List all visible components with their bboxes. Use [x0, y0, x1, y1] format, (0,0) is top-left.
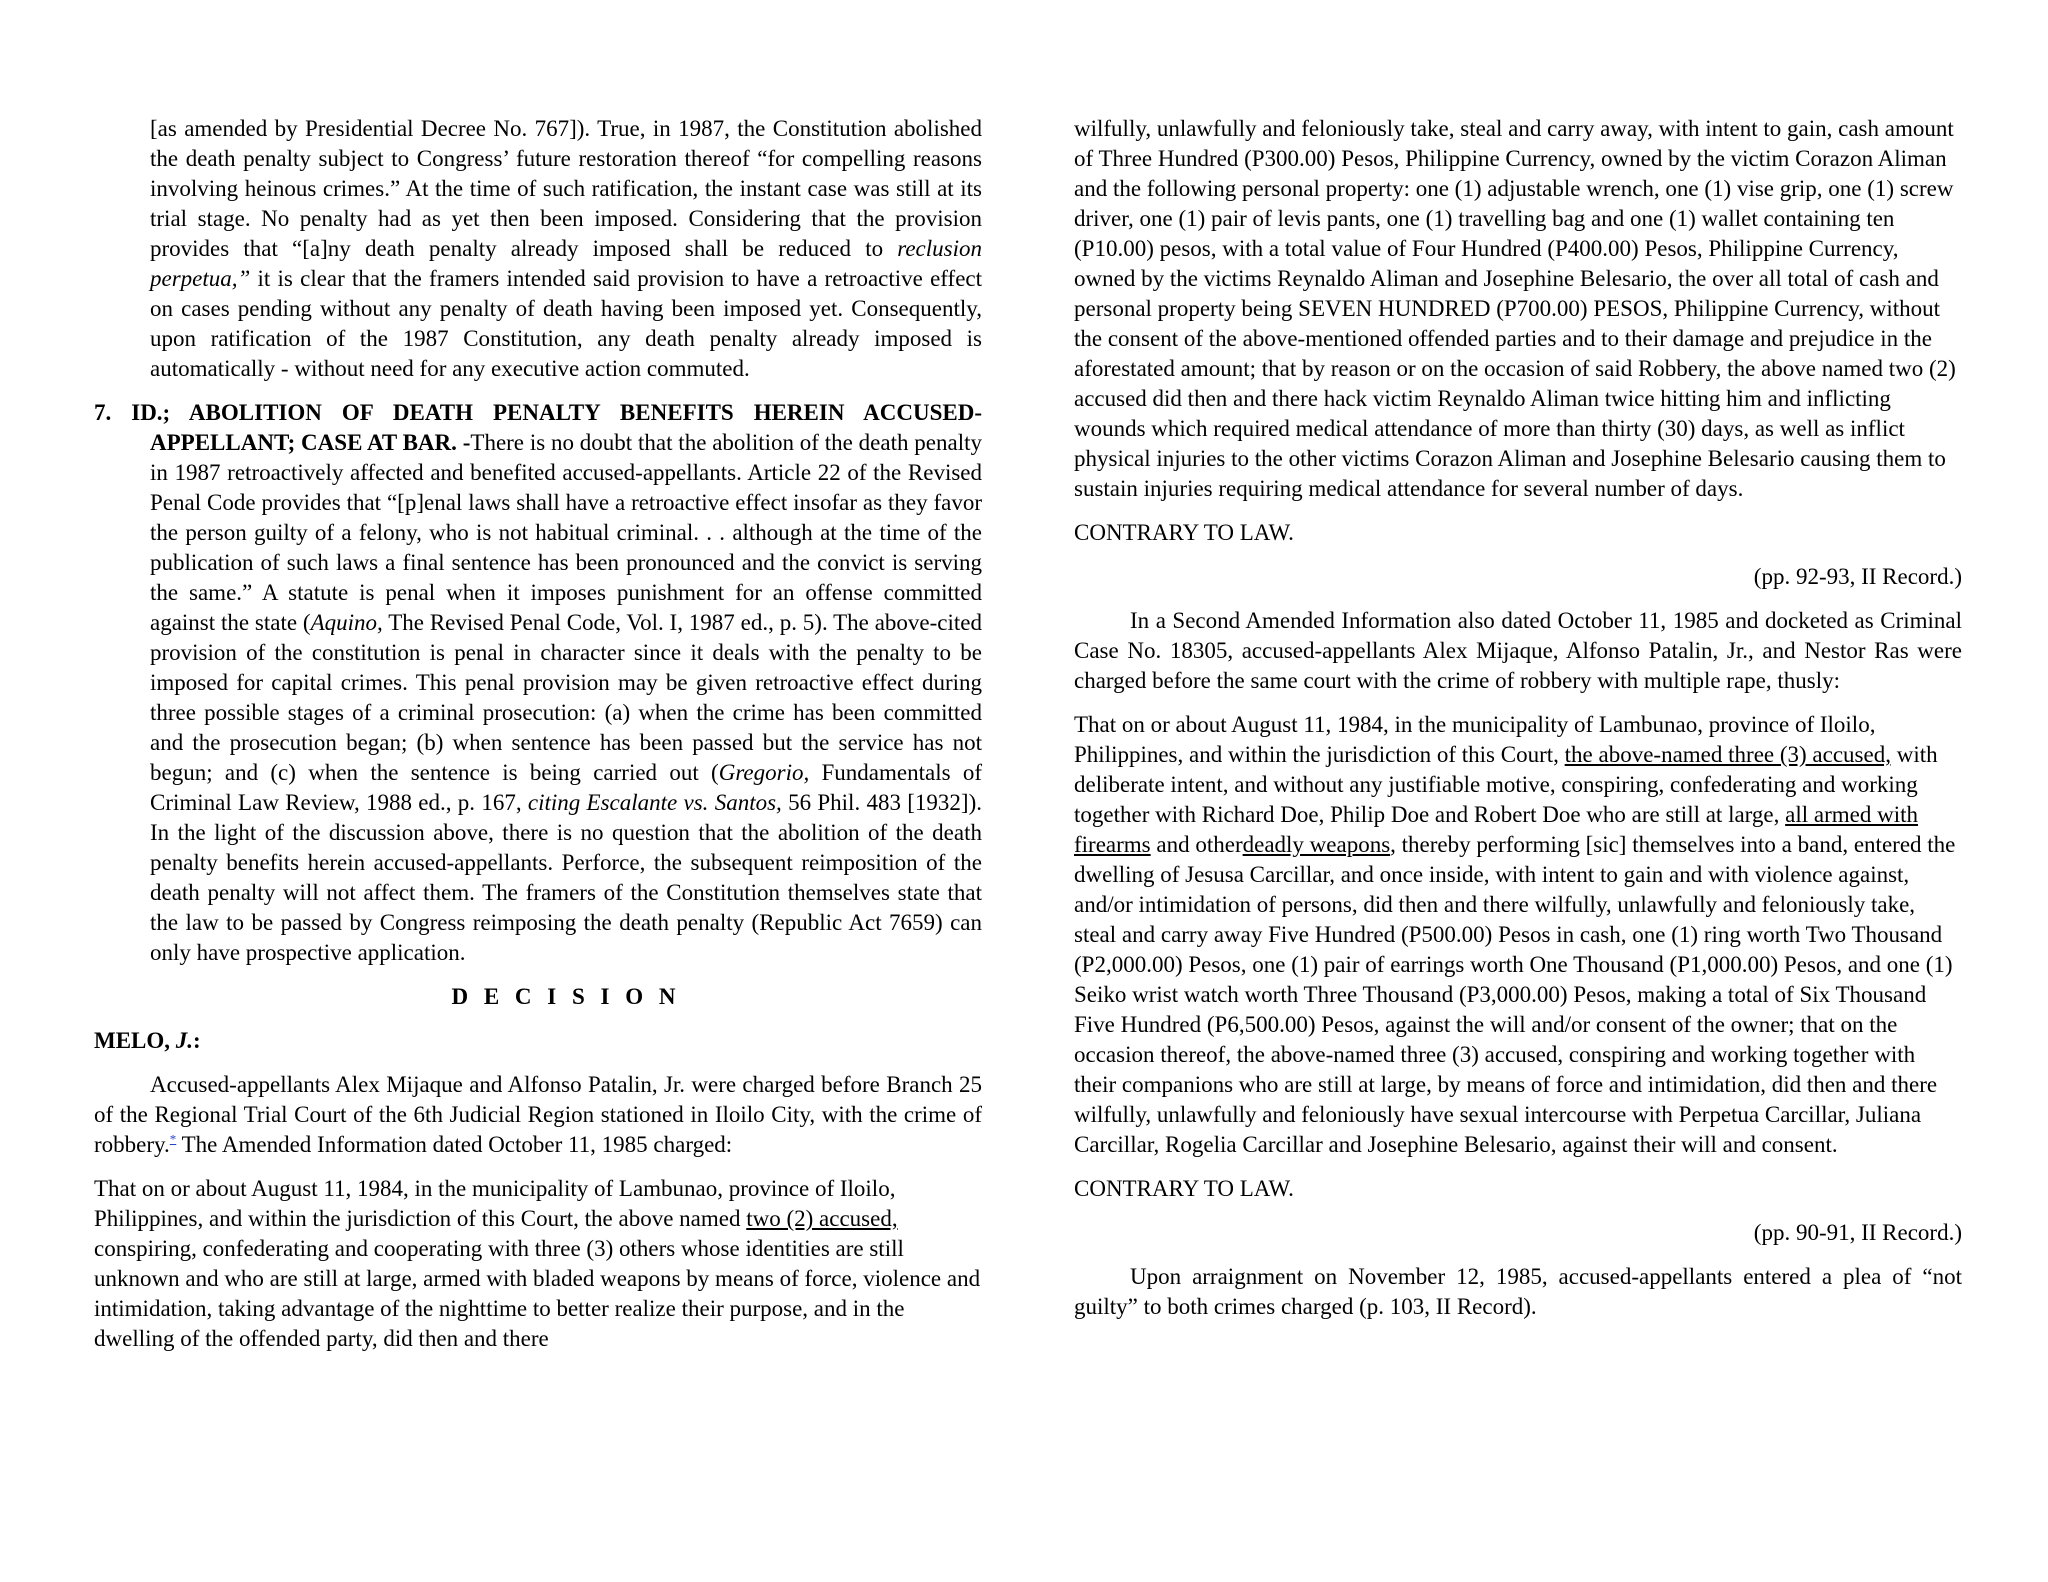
text-run: Accused-appellants Alex Mijaque and Alfonso Patalin, Jr. were charged before Branch 25 of the Regional Trial Court of the 6th Judicial Region stationed in Iloilo City, with the crime of robbery.	[94, 1072, 982, 1157]
body-paragraph: Upon arraignment on November 12, 1985, accused-appellants entered a plea of “not guilty” to both crimes charged (p. 103, II Record).	[1074, 1264, 1962, 1319]
text-run: The Amended Information dated October 11, 1985 charged:	[176, 1132, 733, 1157]
underlined-text: all armed with firearms	[1074, 802, 1918, 857]
headnote-7	[94, 398, 982, 968]
text-run: it is clear that the framers intended said provision to have a retroactive effect on cases pending without any penalty of death having been imposed yet. Consequently, upon ratification of the 1987 Constitution, any death penalty already imposed is automatically - without need for any executive action commuted.	[150, 266, 982, 381]
italic-text: reclusion perpetua,”	[150, 236, 982, 291]
ponente	[94, 1026, 982, 1056]
underlined-text: the above-named three (3) accused,	[1564, 742, 1891, 767]
underlined-text: two (2) accused,	[746, 1206, 898, 1231]
italic-text: citing Escalante vs. Santos,	[527, 790, 782, 815]
footnote-link[interactable]: *	[169, 1131, 177, 1147]
headnote-heading: 7. ID.; ABOLITION OF DEATH PENALTY BENEFITS HEREIN ACCUSED-APPELLANT; CASE AT BAR. -	[94, 400, 982, 455]
ponente-name: MELO,	[94, 1028, 176, 1053]
text-run: There is no doubt that the abolition of the death penalty in 1987 retroactively affected and benefited accused-appellants. Article 22 of the Revised Penal Code provides that “[p]enal laws shall have a retroactive effect insofar as they favor the person guilty of a felony, who is not habitual criminal. . . although at the time of the publication of such laws a final sentence has been pronounced and the convict is serving the same.” A statute is penal when it imposes punishment for an offense committed against the state (	[150, 430, 983, 635]
body-paragraph: In a Second Amended Information also dated October 11, 1985 and docketed as Criminal Case No. 18305, accused-appellants Alex Mijaque, Alfonso Patalin, Jr., and Nestor Ras were charged before the same court with the crime of robbery with multiple rape, thusly:	[1074, 608, 1962, 693]
ponente-title: J.	[175, 1028, 194, 1053]
italic-text: Aquino,	[310, 610, 383, 635]
text-run: and other	[1150, 832, 1243, 857]
text-run: 56 Phil. 483 [1932]). In the light of the discussion above, there is no question that the abolition of the death penalty benefits herein accused-appellants. Perforce, the subsequent reimposition of the death penalty will not affect them. The framers of the Constitution themselves state that the law to be passed by Congress reimposing the death penalty (Republic Act 7659) can only have prospective application.	[150, 790, 982, 965]
ponente-colon: :	[193, 1028, 201, 1053]
text-run: That on or about August 11, 1984, in the municipality of Lambunao, province of Iloilo, Philippines, and within the jurisdiction of this Court,	[1074, 712, 1876, 767]
text-run: Fundamentals of Criminal Law Review, 1988 ed., p. 167,	[150, 760, 983, 815]
decision-heading: D E C I S I O N	[451, 984, 681, 1009]
text-run: conspiring, confederating and cooperating with three (3) others whose identities are still unknown and who are still at large, armed with bladed weapons by means of force, violence and intimidation, taking advantage of the nighttime to better realize their purpose, and in the dwelling of the offended party, did then and there	[94, 1236, 981, 1351]
left-column	[94, 114, 982, 1354]
record-citation: (pp. 92-93, II Record.)	[1753, 564, 1962, 589]
body-paragraph	[94, 1070, 982, 1160]
text-run: [as amended by Presidential Decree No. 767]). True, in 1987, the Constitution abolished the death penalty subject to Congress’ future restoration thereof “for compelling reasons involving heinous crimes.” At the time of such ratification, the instant case was still at its trial stage. No penalty had as yet then been imposed. Considering that the provision provides that “[a]ny death penalty already imposed shall be reduced to	[150, 116, 982, 261]
information-quote-continued: wilfully, unlawfully and feloniously take, steal and carry away, with intent to gain, cash amount of Three Hundred (P300.00) Pesos, Philippine Currency, owned by the victim Corazon Aliman and the following personal property: one (1) adjustable wrench, one (1) vise grip, one (1) screw driver, one (1) pair of levis pants, one (1) travelling bag and one (1) wallet containing ten (P10.00) pesos, with a total value of Four Hundred (P400.00) Pesos, Philippine Currency, owned by the victims Reynaldo Aliman and Josephine Belesario, the over all total of cash and personal property being SEVEN HUNDRED (P700.00) PESOS, Philippine Currency, without the consent of the above-mentioned offended parties and to their damage and prejudice in the aforestated amount; that by reason or on the occasion of said Robbery, the above named two (2) accused did then and there hack victim Reynaldo Aliman twice hitting him and inflicting wounds which required medical attendance of more than thirty (30) days, as well as inflict physical injuries to the other victims Corazon Aliman and Josephine Belesario causing them to sustain injuries requiring medical attendance for several number of days.	[1074, 116, 1956, 501]
underlined-text: deadly weapons	[1242, 832, 1391, 857]
text-run: The Revised Penal Code, Vol. I, 1987 ed., p. 5). The above-cited provision of the constitution is penal in character since it deals with the penalty to be imposed for capital crimes. This penal provision may be given retroactive effect during three possible stages of a criminal prosecution: (a) when the crime has been committed and the prosecution began; (b) when sentence has been passed but the service has not begun; and (c) when the sentence is being carried out (	[150, 610, 982, 785]
continued-paragraph	[94, 114, 982, 384]
record-citation: (pp. 90-91, II Record.)	[1753, 1220, 1962, 1245]
information-quote	[1074, 710, 1962, 1160]
contrary-to-law: CONTRARY TO LAW.	[1074, 520, 1294, 545]
contrary-to-law: CONTRARY TO LAW.	[1074, 1176, 1294, 1201]
italic-text: Gregorio,	[718, 760, 810, 785]
text-run: , thereby performing [sic] themselves into a band, entered the dwelling of Jesusa Carcillar, and once inside, with intent to gain and with violence against, and/or intimidation of persons, did then and there wilfully, unlawfully and feloniously take, steal and carry away Five Hundred (P500.00) Pesos in cash, one (1) ring worth Two Thousand (P2,000.00) Pesos, one (1) pair of earrings worth One Thousand (P1,000.00) Pesos, and one (1) Seiko wrist watch worth Three Thousand (P3,000.00) Pesos, making a total of Six Thousand Five Hundred (P6,500.00) Pesos, against the will and/or consent of the owner; that on the occasion thereof, the above-named three (3) accused, conspiring and working together with their companions who are still at large, by means of force and intimidation, did then and there wilfully, unlawfully and feloniously have sexual intercourse with Perpetua Carcillar, Juliana Carcillar, Rogelia Carcillar and Josephine Belesario, against their will and consent.	[1074, 832, 1956, 1157]
text-run: with deliberate intent, and without any justifiable motive, conspiring, confederating and working together with Richard Doe, Philip Doe and Robert Doe who are still at large,	[1074, 742, 1938, 827]
right-column	[1074, 114, 1962, 1322]
information-quote	[94, 1174, 982, 1354]
text-run: That on or about August 11, 1984, in the municipality of Lambunao, province of Iloilo, Philippines, and within the jurisdiction of this Court, the above named	[94, 1176, 896, 1231]
